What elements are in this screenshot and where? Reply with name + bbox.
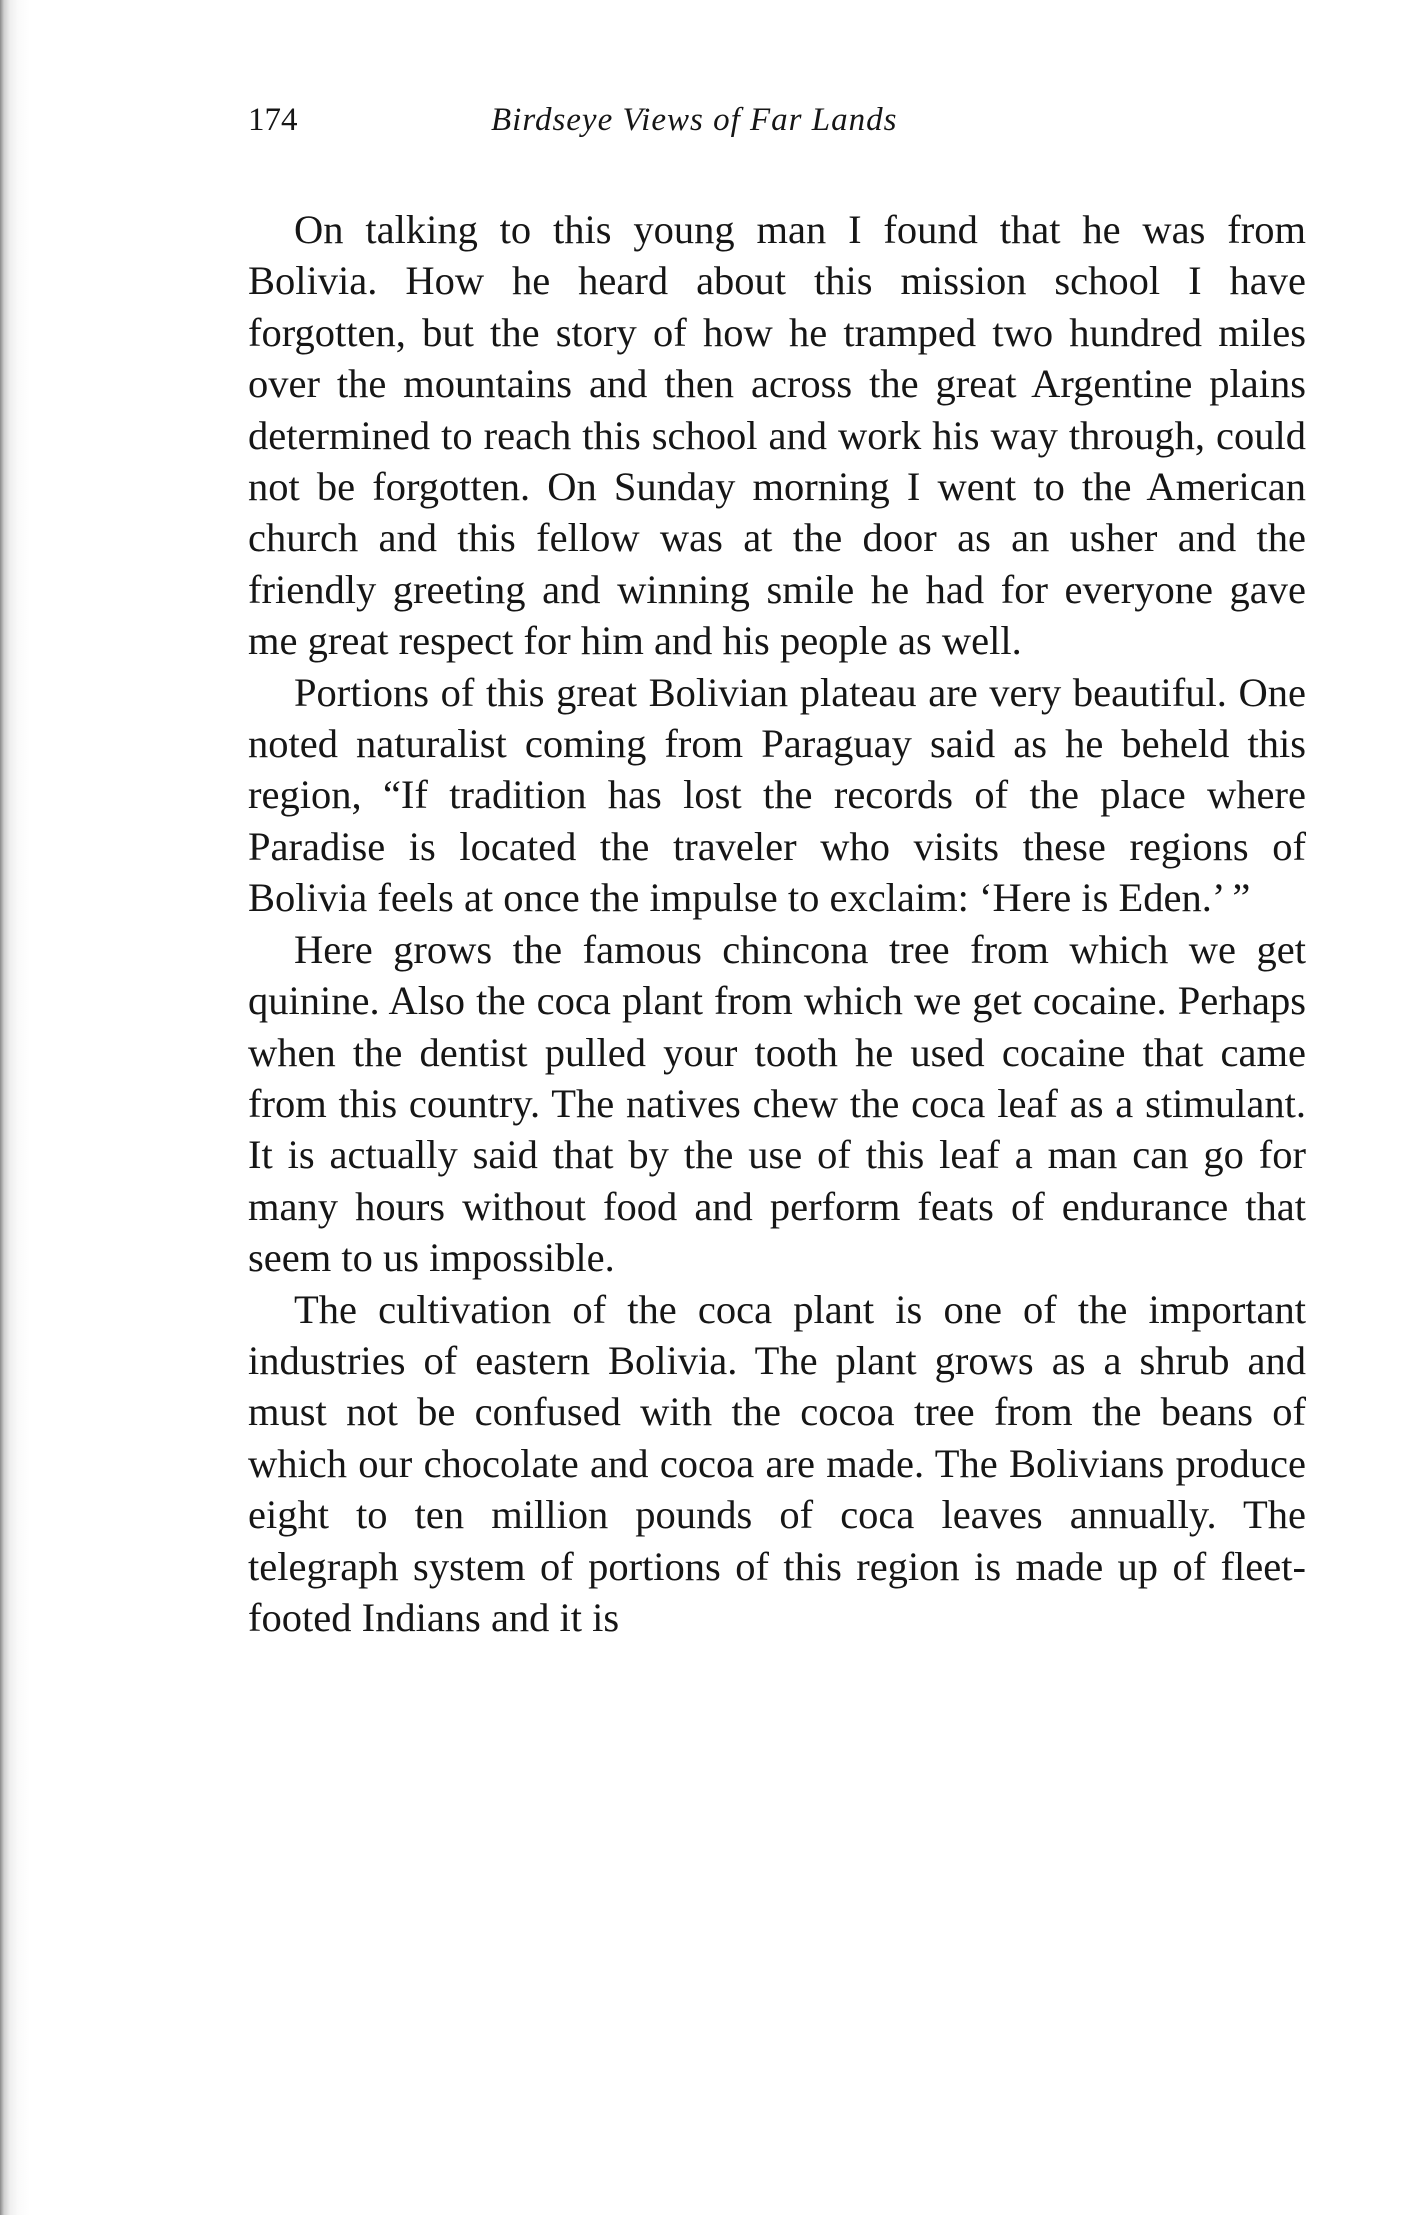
page-number: 174 (248, 102, 298, 138)
page-binding-shadow (0, 0, 30, 2215)
book-page (248, 96, 1306, 1643)
paragraph: Portions of this great Bolivian plateau are very beautiful. One noted naturalist coming from Paraguay said as he beheld this region, “If tradition has lost the records of the place where Paradise is located the traveler who visits these regions of Bolivia feels at once the impulse to exclaim: ‘Here is Eden.’ ” (248, 669, 1306, 921)
paragraph: Here grows the famous chincona tree from which we get quinine. Also the coca plant from which we get cocaine. Perhaps when the dentist pulled your tooth he used cocaine that came from this country. The natives chew the coca leaf as a stimulant. It is actually said that by the use of this leaf a man can go for many hours without food and perform feats of endurance that seem to us impossible. (248, 926, 1306, 1281)
running-title: Birdseye Views of Far Lands (491, 102, 898, 138)
paragraph: The cultivation of the coca plant is one of the important industries of eastern Bolivia. The plant grows as a shrub and must not be confused with the cocoa tree from the beans of which our chocolate and cocoa are made. The Bolivians produce eight to ten million pounds of coca leaves annually. The telegraph system of portions of this region is made up of fleet-footed Indians and it is (248, 1286, 1306, 1640)
running-header (248, 96, 1306, 156)
body-text (248, 204, 1306, 1643)
paragraph: On talking to this young man I found that he was from Bolivia. How he heard about this mission school I have forgotten, but the story of how he tramped two hundred miles over the mountains and then across the great Argentine plains determined to reach this school and work his way through, could not be forgotten. On Sunday morning I went to the American church and this fellow was at the door as an usher and the friendly greeting and winning smile he had for everyone gave me great respect for him and his people as well. (248, 207, 1306, 664)
